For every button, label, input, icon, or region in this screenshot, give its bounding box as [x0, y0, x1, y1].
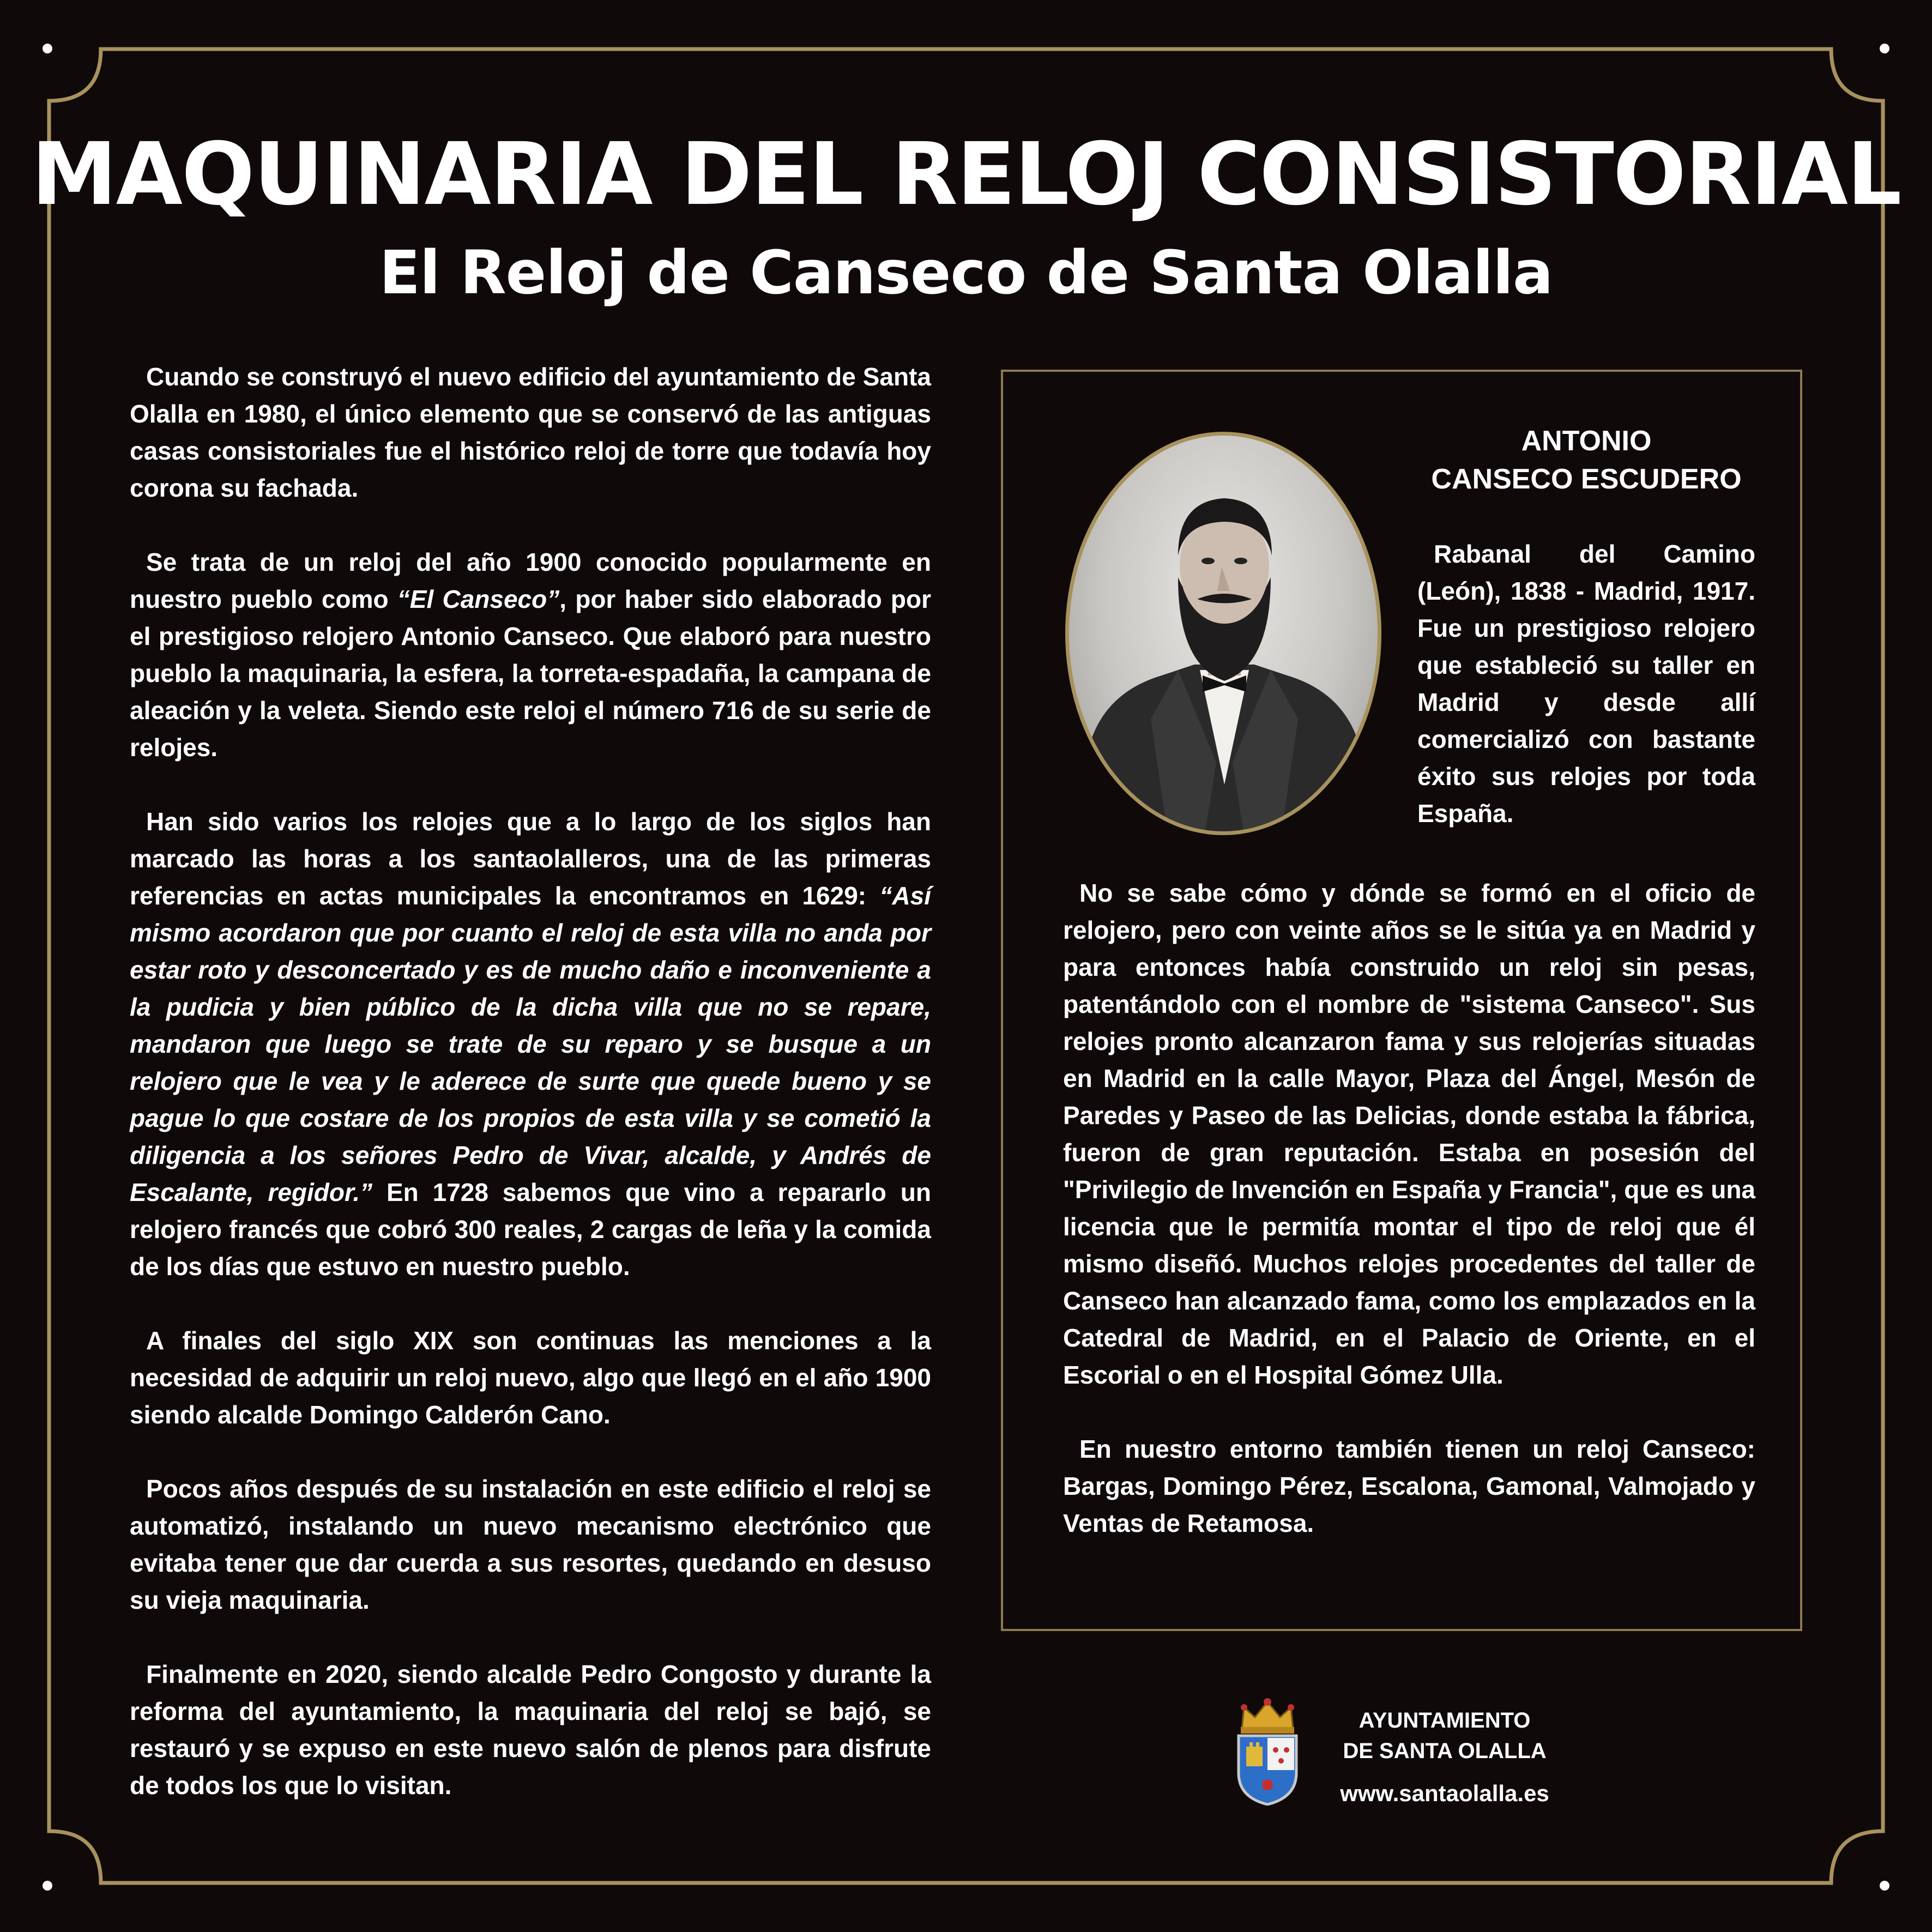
- history-paragraph-6: Finalmente en 2020, siendo alcalde Pedro Congosto y durante la reforma del ayuntamiento, la maquinaria del reloj se bajó, se restauró y se expuso en este nuevo salón de plenos para disfrute de todos los que lo visitan.: [130, 1660, 931, 1800]
- history-paragraph-3: [130, 803, 931, 1285]
- biography-first-name: ANTONIO: [1521, 425, 1652, 457]
- corner-screw-bottom-right: [1880, 1881, 1889, 1891]
- website-link[interactable]: www.santaolalla.es: [1340, 1780, 1549, 1806]
- biography-summary: Rabanal del Camino (León), 1838 - Madrid, 1917. Fue un prestigioso relojero que estableció su taller en Madrid y desde allí comercializó con bastante éxito sus relojes por toda España.: [1417, 540, 1755, 828]
- municipality-name-line-1: AYUNTAMIENTO: [1359, 1708, 1531, 1732]
- footer-logo: [1232, 1696, 1581, 1806]
- history-text-column: [130, 358, 931, 1841]
- history-paragraph-4: A finales del siglo XIX son continuas las menciones a la necesidad de adquirir un reloj nuevo, algo que llegó en el año 1900 siendo alcalde Domingo Calderón Cano.: [130, 1326, 931, 1429]
- corner-screw-bottom-left: [43, 1881, 52, 1891]
- biography-body: [1063, 874, 1755, 1579]
- history-paragraph-3-end: En 1728 sabemos que vino a repararlo un relojero francés que cobró 300 reales, 2 cargas de leña y la comida de los días que estuvo en nuestro pueblo.: [130, 1178, 931, 1281]
- portrait-photo: [1065, 432, 1381, 835]
- history-paragraph-1: Cuando se construyó el nuevo edificio del ayuntamiento de Santa Olalla en 1980, el único elemento que se conservó de las antiguas casas consistoriales fue el histórico reloj de torre que todavía hoy corona su fachada.: [130, 363, 931, 502]
- portrait-figure-icon: [1069, 436, 1378, 831]
- municipality-name-line-2: DE SANTA OLALLA: [1343, 1739, 1547, 1763]
- history-paragraph-2-end: , por haber sido elaborado por el prestigioso relojero Antonio Canseco. Que elaboró para nuestro pueblo la maquinaria, la esfera, la torreta-espadaña, la campana de aleación y la veleta. Siendo este reloj el número 716 de su serie de relojes.: [130, 585, 931, 762]
- municipal-record-quote: “Así mismo acordaron que por cuanto el reloj de esta villa no anda por estar roto y desconcertado y es de mucho daño e inconveniente a la pudicia y bien público de la dicha villa que no se repare, mandaron que luego se trate de su reparo y se busque a un relojero que le vea y le aderece de surte que quede bueno y se pague lo que costare de los propios de esta villa y se cometió la diligencia a los señores Pedro de Vivar, alcalde, y Andrés de Escalante, regidor.”: [130, 882, 931, 1206]
- biography-name: [1396, 422, 1777, 498]
- history-paragraph-3-start: Han sido varios los relojes que a lo largo de los siglos han marcado las horas a los santaolalleros, una de las primeras referencias en actas municipales la encontramos en 1629:: [130, 807, 931, 910]
- biography-surnames: CANSECO ESCUDERO: [1431, 463, 1742, 495]
- history-paragraph-2: [130, 544, 931, 766]
- el-canseco-nickname: “El Canseco”: [397, 585, 560, 613]
- biography-box: [1001, 370, 1802, 1631]
- history-paragraph-2-start: Se trata de un reloj del año 1900 conocido popularmente en nuestro pueblo como: [130, 548, 931, 613]
- biography-paragraph-1: No se sabe cómo y dónde se formó en el oficio de relojero, pero con veinte años se le sitúa ya en Madrid y para entonces había construido un reloj sin pesas, patentándolo con el nombre de "sistema Canseco". Sus relojes pronto alcanzaron fama y sus relojerías situadas en Madrid en la calle Mayor, Plaza del Ángel, Mesón de Paredes y Paseo de las Delicias, donde estaba la fábrica, fueron de gran reputación. Estaba en posesión del "Privilegio de Invención en España y Francia", que es una licencia que le permitía montar el tipo de reloj que él mismo diseñó. Muchos relojes procedentes del taller de Canseco han alcanzado fama, como los emplazados en la Catedral de Madrid, en el Palacio de Oriente, en el Escorial o en el Hospital Gómez Ulla.: [1063, 879, 1755, 1389]
- corner-screw-top-right: [1880, 44, 1889, 53]
- history-paragraph-5: Pocos años después de su instalación en este edificio el reloj se automatizó, instalando un nuevo mecanismo electrónico que evitaba tener que dar cuerda a sus resortes, quedando en desuso su vieja maquinaria.: [130, 1475, 931, 1614]
- coat-of-arms-icon: [1232, 1696, 1303, 1806]
- page-title: MAQUINARIA DEL RELOJ CONSISTORIAL: [31, 124, 1901, 225]
- municipality-label: [1319, 1705, 1570, 1809]
- page-subtitle: El Reloj de Canseco de Santa Olalla: [379, 238, 1553, 307]
- corner-screw-top-left: [43, 44, 52, 53]
- biography-paragraph-2: En nuestro entorno también tienen un reloj Canseco: Bargas, Domingo Pérez, Escalona, Gamonal, Valmojado y Ventas de Retamosa.: [1063, 1435, 1755, 1537]
